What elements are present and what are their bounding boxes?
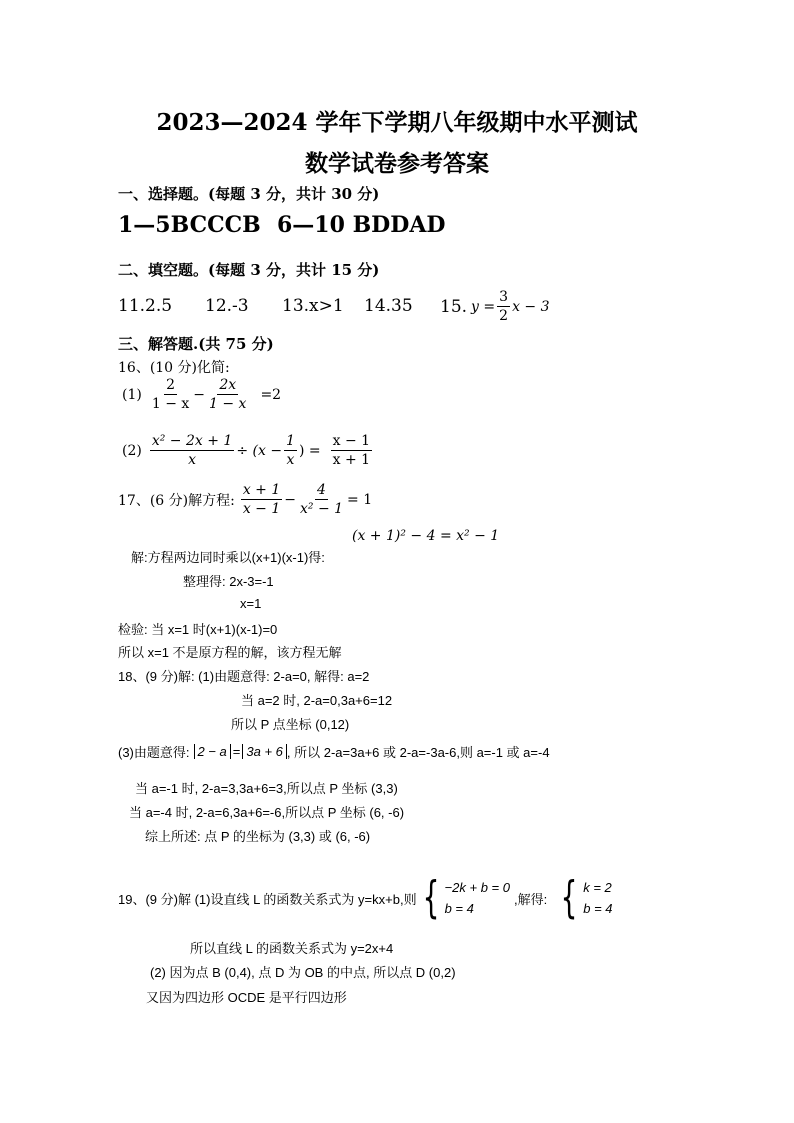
q19-system2 [555,872,613,923]
q16-part2-frac3-num: x − 1 [332,433,371,449]
q18-line3: 所以 P 点坐标 (0,12) [231,717,350,732]
q17-op: − [284,491,296,508]
q19-system2-row2: b = 4 [583,901,613,916]
section-heading-solve: 三、解答题.(共 75 分) [118,335,274,353]
q17-frac2-den: x² − 1 [299,501,344,517]
q17-step-result: x=1 [240,596,262,611]
q18-line7: 综上所述: 点 P 的坐标为 (3,3) 或 (6, -6) [145,829,371,844]
fill-answer-15-den: 2 [499,308,509,324]
q17-frac2-num: 4 [317,482,326,498]
q17-step-simplify: 整理得: 2x-3=-1 [183,574,274,589]
q17-conclusion: 所以 x=1 不是原方程的解，该方程无解 [118,645,342,660]
q16-part1-frac1-num: 2 [166,377,176,393]
fill-answer-15-y: y = [471,298,496,315]
q18-abs-right: 3a + 6 [242,744,287,759]
q16-part1-frac2-den: 1 − x [209,396,247,412]
q17-step-multiply: 解:方程两边同时乘以(x+1)(x-1)得: [131,550,325,565]
q19-line4: 又因为四边形 OCDE 是平行四边形 [146,990,347,1005]
q16-part2-frac2-num: 1 [286,433,295,449]
q18-line1: 18、(9 分)解: (1)由题意得: 2-a=0, 解得: a=2 [118,669,370,684]
fill-answer-15-label: 15. [440,296,468,317]
q16-heading: 16、(10 分)化简: [118,360,230,376]
q16-part2-frac1-den: x [188,452,197,468]
q19-line1-b: ,解得: [514,891,548,907]
q19-line1 [118,872,613,923]
q16-part1 [122,376,281,413]
q18-line4-a: (3)由题意得: [118,745,190,760]
fill-answer-12: 12.-3 [205,296,249,316]
q16-part1-result: =2 [260,386,282,403]
page-title: 2023—2024 学年下学期八年级期中水平测试 [156,109,638,136]
q16-part1-frac1-den: 1 − x [151,396,190,412]
fill-answer-15 [440,288,550,325]
q18-line6: 当 a=-4 时, 2-a=6,3a+6=-6,所以点 P 坐标 (6, -6) [129,805,405,820]
q19-line2: 所以直线 L 的函数关系式为 y=2x+4 [190,941,394,956]
q16-part1-op: − [193,386,206,403]
q18-abs-left: 2 − a [194,744,231,759]
section-heading-choice: 一、选择题。(每题 3 分，共计 30 分) [118,185,380,203]
q19-line1-a: 19、(9 分)解 (1)设直线 L 的函数关系式为 y=kx+b,则 [118,891,417,907]
choice-answers-6-10: 6—10 BDDAD [277,212,446,238]
q16-part2-frac3-den: x + 1 [332,452,371,468]
left-brace-icon: { [422,872,439,923]
fill-answer-14: 14.35 [364,296,413,316]
q18-line4 [118,742,550,761]
q19-system1-row1: −2k + b = 0 [444,880,510,895]
q17-equation [118,481,372,518]
fill-answer-15-tail: x − 3 [512,298,550,315]
q18-abs-eq: = [232,744,241,759]
q19-line3: (2) 因为点 B (0,4), 点 D 为 OB 的中点, 所以点 D (0,2) [150,965,456,980]
fill-answer-11: 11.2.5 [118,296,173,316]
q17-expanded-equation: (x + 1)² − 4 = x² − 1 [352,528,500,544]
q16-part1-label: (1) [122,386,142,403]
fill-answer-15-num: 3 [499,289,509,305]
q17-heading: 17、(6 分)解方程: [118,492,235,509]
q19-system2-row1: k = 2 [583,880,612,895]
q16-part2-frac2-den: x [286,452,295,468]
q18-line4-b: , 所以 2-a=3a+6 或 2-a=-3a-6,则 a=-1 或 a=-4 [286,745,550,760]
q16-part2-frac1-num: x² − 2x + 1 [151,433,233,449]
choice-answers-1-5: 1—5BCCCB [118,212,261,238]
q17-frac1-num: x + 1 [242,482,281,498]
q16-part2-mid-b: ) = [298,442,321,459]
fill-answer-13: 13.x>1 [282,296,344,316]
q16-part2 [122,432,374,469]
page-subtitle: 数学试卷参考答案 [305,150,489,177]
q19-system1-row2: b = 4 [444,901,474,916]
q18-line5: 当 a=-1 时, 2-a=3,3a+6=3,所以点 P 坐标 (3,3) [135,781,398,796]
q16-part2-mid-a: ÷ (x − [236,442,283,459]
q17-frac1-den: x − 1 [242,501,281,517]
q16-part2-label: (2) [122,442,142,459]
section-heading-fill: 二、填空题。(每题 3 分，共计 15 分) [118,261,380,279]
q17-rhs: = 1 [347,491,373,508]
left-brace-icon: { [560,872,578,923]
q19-system1 [417,872,510,923]
q18-line2: 当 a=2 时, 2-a=0,3a+6=12 [241,693,393,708]
q16-part1-frac2-num: 2x [219,377,237,393]
q17-check: 检验: 当 x=1 时(x+1)(x-1)=0 [118,622,278,637]
